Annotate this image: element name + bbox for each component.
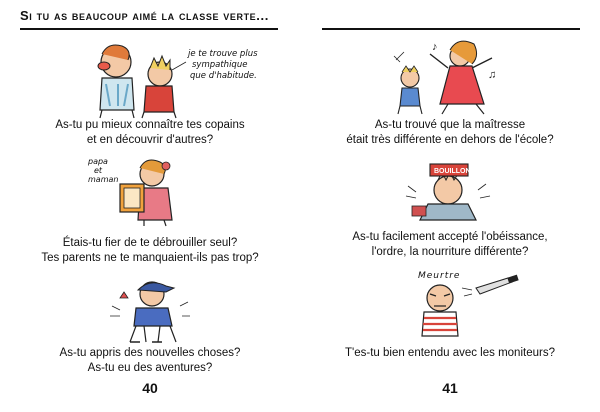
question-line: Étais-tu fier de te débrouiller seul? <box>62 237 238 249</box>
page-number: 41 <box>442 380 458 396</box>
illustration-dancing-teacher <box>388 38 508 118</box>
question-line: l'ordre, la nourriture différente? <box>371 246 529 258</box>
svg-text:♪: ♪ <box>432 41 438 53</box>
page-number: 40 <box>142 380 158 396</box>
question-line: As-tu eu des aventures? <box>87 362 213 374</box>
header-rule <box>322 28 580 30</box>
speech-line: et <box>94 166 103 175</box>
speech-line: papa <box>88 157 108 166</box>
question-line: As-tu pu mieux connaître tes copains <box>55 119 245 131</box>
question-block <box>320 118 580 148</box>
question-line: As-tu facilement accepté l'obéissance, <box>352 231 548 243</box>
question-block <box>320 346 580 361</box>
speech-line: je te trouve plus <box>188 49 258 59</box>
svg-text:♫: ♫ <box>488 69 497 81</box>
header-rule <box>20 28 278 30</box>
bouillon-label: BOUILLON <box>434 168 471 175</box>
right-page <box>300 0 600 412</box>
question-line: et en découvrir d'autres? <box>86 134 214 146</box>
speech-line: que d'habitude. <box>190 71 257 81</box>
question-line: T'es-tu bien entendu avec les moniteurs? <box>345 347 555 359</box>
speech-line: sympathique <box>192 60 248 70</box>
question-block <box>20 118 280 148</box>
illustration-kid-frame <box>84 154 194 228</box>
illustration-two-kids <box>88 40 288 120</box>
question-block <box>320 230 580 260</box>
question-line: As-tu appris des nouvelles choses? <box>59 347 241 359</box>
question-block <box>20 346 280 376</box>
illustration-bouillon <box>398 158 508 228</box>
question-line: As-tu trouvé que la maîtresse <box>374 119 526 131</box>
question-line: était très différente en dehors de l'école? <box>346 134 554 146</box>
speech-line: maman <box>88 175 119 184</box>
illustration-angry-kid <box>396 266 526 340</box>
illustration-kid-cap <box>100 276 200 346</box>
speech-meurtre: Meurtre <box>418 271 461 281</box>
question-line: Tes parents ne te manquaient-ils pas trop? <box>41 252 259 264</box>
question-block <box>20 236 280 266</box>
header-title: Si tu as beaucoup aimé la classe verte... <box>20 8 269 23</box>
